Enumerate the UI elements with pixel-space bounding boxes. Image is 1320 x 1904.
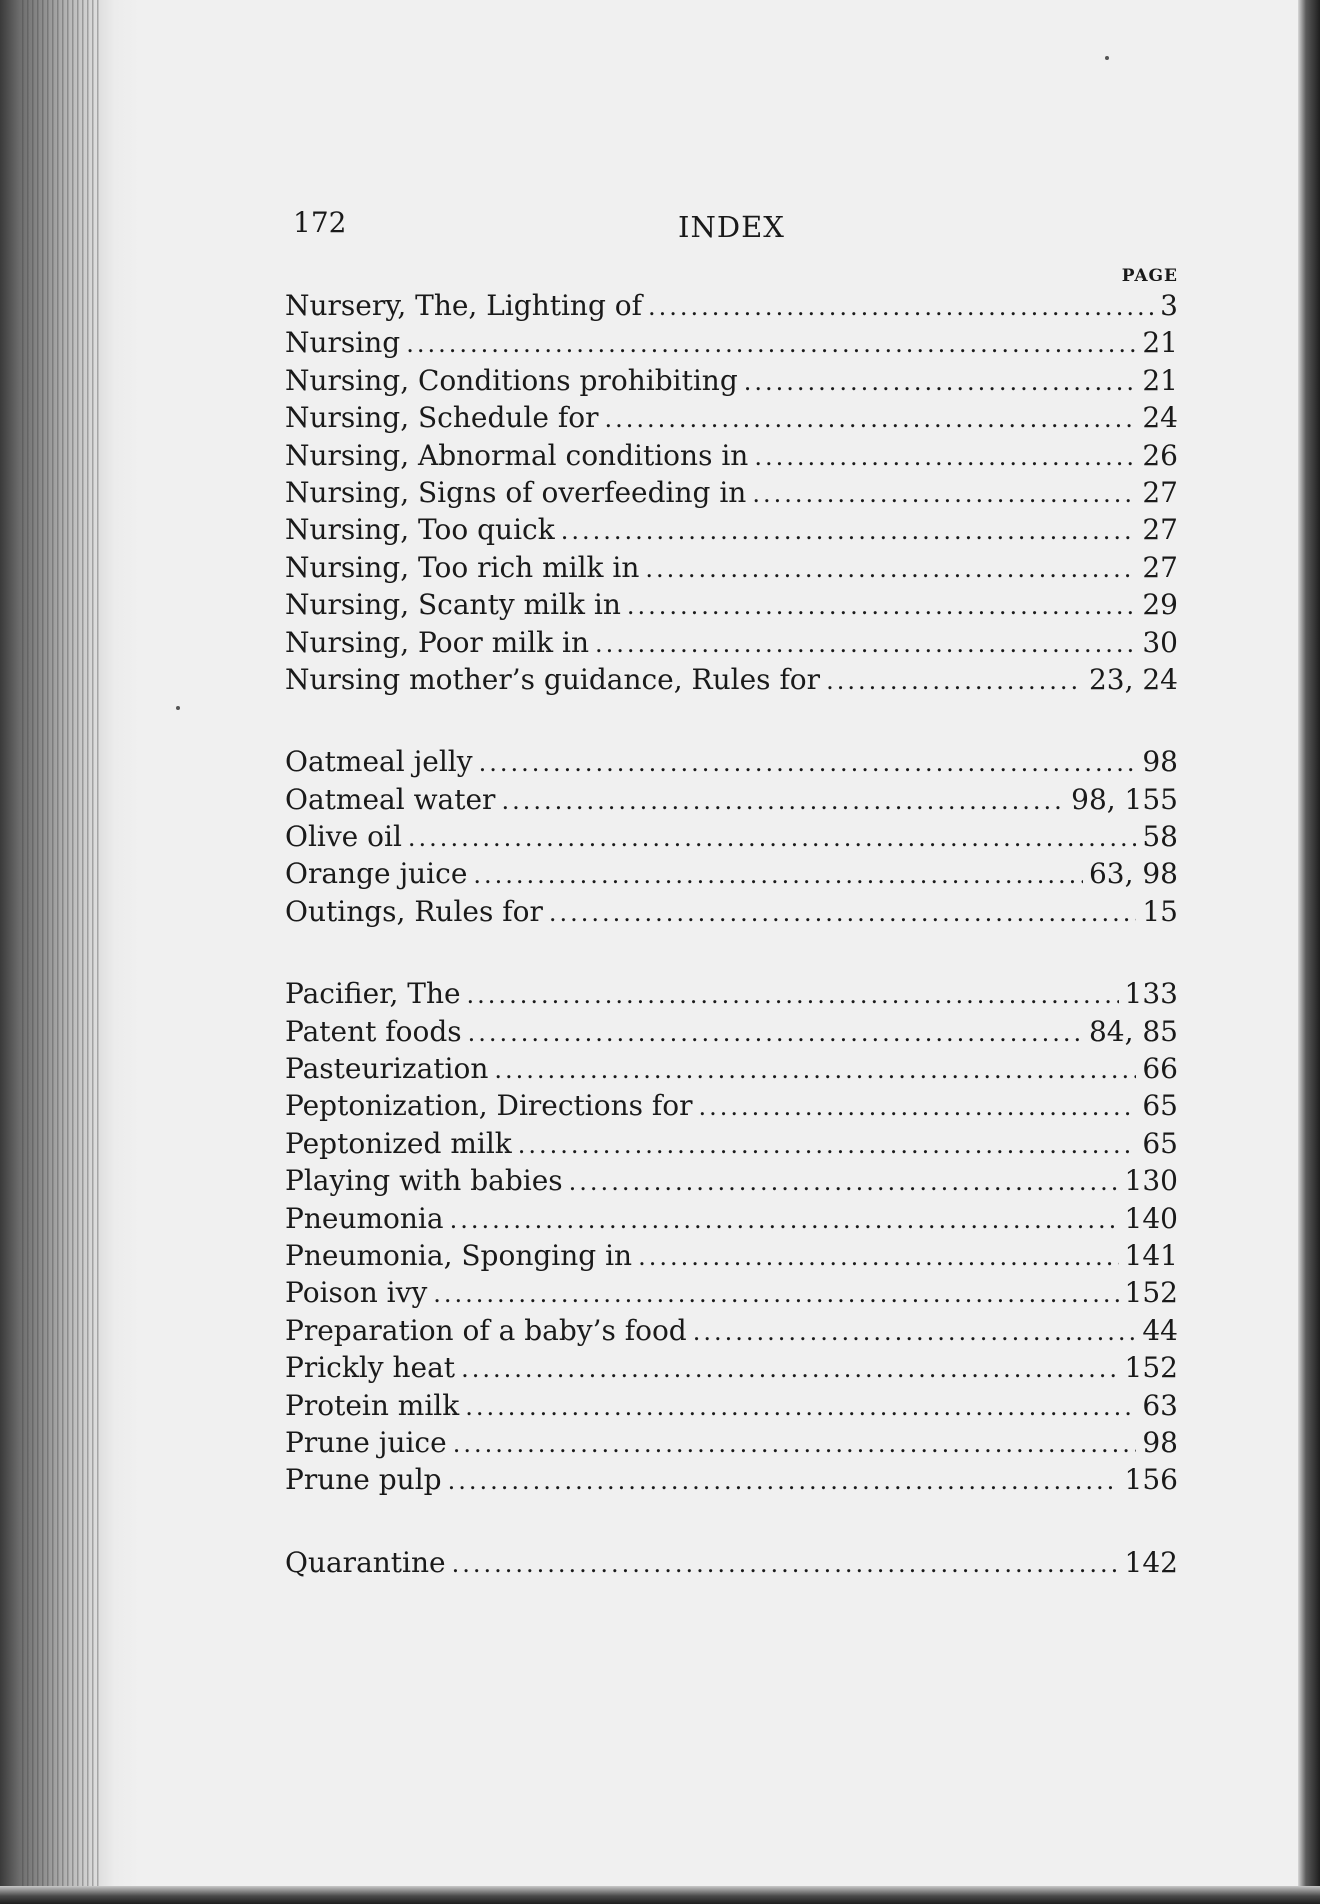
dot-leader <box>467 977 1119 1014</box>
stacked-page-edges <box>22 0 100 1904</box>
index-page-numbers: 63 <box>1142 1388 1178 1422</box>
index-entry <box>285 1013 1178 1050</box>
index-entry <box>285 474 1178 511</box>
index-page-numbers: 27 <box>1142 550 1178 584</box>
dot-leader <box>448 1463 1119 1500</box>
index-entry <box>285 1544 1178 1581</box>
index-term: Nursing mother’s guidance, Rules for <box>285 662 821 696</box>
index-section <box>285 975 1178 1498</box>
index-entry <box>285 511 1178 548</box>
index-section <box>285 1544 1178 1581</box>
index-page-numbers: 27 <box>1142 475 1178 509</box>
index-page-numbers: 156 <box>1124 1463 1178 1497</box>
index-entry <box>285 781 1178 818</box>
index-term: Orange juice <box>285 857 468 891</box>
index-page-numbers: 98, 155 <box>1071 782 1178 816</box>
dot-leader <box>549 895 1137 932</box>
index-term: Oatmeal jelly <box>285 745 473 779</box>
index-sections <box>285 287 1178 1581</box>
index-entry <box>285 975 1178 1012</box>
index-term: Nursing, Abnormal conditions in <box>285 438 749 472</box>
index-entry <box>285 624 1178 661</box>
dot-leader <box>479 745 1137 782</box>
index-term: Nursery, The, Lighting of <box>285 289 643 322</box>
index-entry <box>285 855 1178 892</box>
index-page-numbers: 3 <box>1160 289 1178 322</box>
dot-leader <box>561 513 1137 550</box>
dot-leader <box>450 1202 1119 1239</box>
index-entry <box>285 1200 1178 1237</box>
dot-leader <box>693 1314 1137 1351</box>
bottom-page-shadow <box>0 1886 1320 1904</box>
dot-leader <box>461 1351 1118 1388</box>
dot-leader <box>468 1015 1083 1052</box>
dot-leader <box>595 626 1136 663</box>
index-entry <box>285 743 1178 780</box>
dot-leader <box>408 820 1136 857</box>
dot-leader <box>699 1089 1137 1126</box>
index-entry <box>285 362 1178 399</box>
index-term: Nursing, Poor milk in <box>285 625 590 659</box>
index-page-numbers: 141 <box>1124 1238 1178 1272</box>
index-entry <box>285 1461 1178 1498</box>
index-page-numbers: 58 <box>1142 820 1178 854</box>
index-entry <box>285 549 1178 586</box>
dot-leader <box>569 1164 1119 1201</box>
index-term: Peptonized milk <box>285 1126 512 1160</box>
index-term: Patent foods <box>285 1014 462 1048</box>
index-term: Pasteurization <box>285 1052 489 1086</box>
dot-leader <box>518 1127 1137 1164</box>
index-term: Nursing, Scanty milk in <box>285 588 621 622</box>
index-page-numbers: 98 <box>1142 745 1178 779</box>
dot-leader <box>645 551 1136 588</box>
index-term: Nursing, Signs of overfeeding in <box>285 475 747 509</box>
paper-speck <box>176 706 180 710</box>
index-page-numbers: 21 <box>1142 326 1178 360</box>
index-term: Nursing, Too rich milk in <box>285 550 640 584</box>
dot-leader <box>473 857 1083 894</box>
index-term: Pneumonia <box>285 1201 444 1235</box>
index-term: Nursing, Schedule for <box>285 401 599 435</box>
index-term: Playing with babies <box>285 1164 563 1198</box>
index-page-numbers: 133 <box>1124 977 1178 1011</box>
paper-speck <box>1105 56 1109 60</box>
index-term: Peptonization, Directions for <box>285 1089 693 1123</box>
index-entry <box>285 1274 1178 1311</box>
index-page-numbers: 130 <box>1124 1164 1178 1198</box>
index-term: Outings, Rules for <box>285 894 543 928</box>
index-term: Nursing, Too quick <box>285 513 555 547</box>
dot-leader <box>494 1052 1136 1089</box>
index-page-numbers: 15 <box>1142 894 1178 928</box>
dot-leader <box>754 439 1136 476</box>
index-section <box>285 743 1178 930</box>
index-page-numbers: 26 <box>1142 438 1178 472</box>
dot-leader <box>826 663 1083 700</box>
index-term: Nursing, Conditions prohibiting <box>285 363 738 397</box>
index-term: Quarantine <box>285 1545 446 1579</box>
index-entry <box>285 1087 1178 1124</box>
index-term: Nursing <box>285 326 401 360</box>
index-entry <box>285 399 1178 436</box>
index-page-numbers: 21 <box>1142 363 1178 397</box>
dot-leader <box>406 326 1136 363</box>
index-text-block <box>285 200 1178 1581</box>
index-entry <box>285 1125 1178 1162</box>
dot-leader <box>648 289 1154 326</box>
index-entry <box>285 324 1178 361</box>
dot-leader <box>604 401 1136 438</box>
index-page-numbers: 152 <box>1124 1351 1178 1385</box>
index-entry <box>285 1050 1178 1087</box>
index-page-numbers: 65 <box>1142 1126 1178 1160</box>
index-term: Protein milk <box>285 1388 460 1422</box>
index-term: Poison ivy <box>285 1276 428 1310</box>
page-column-label: PAGE <box>1121 266 1178 286</box>
index-entry <box>285 437 1178 474</box>
index-term: Oatmeal water <box>285 782 496 816</box>
index-entry <box>285 1349 1178 1386</box>
index-section <box>285 287 1178 698</box>
index-term: Prune pulp <box>285 1463 442 1497</box>
index-page-numbers: 23, 24 <box>1088 662 1178 696</box>
page-number: 172 <box>293 206 347 239</box>
index-page-numbers: 140 <box>1124 1201 1178 1235</box>
running-head: INDEX <box>678 210 785 244</box>
right-page-shadow <box>1298 0 1320 1904</box>
index-page-numbers: 44 <box>1142 1313 1178 1347</box>
index-term: Pneumonia, Sponging in <box>285 1238 633 1272</box>
index-page-numbers: 27 <box>1142 513 1178 547</box>
index-entry <box>285 893 1178 930</box>
index-term: Pacifier, The <box>285 977 461 1011</box>
dot-leader <box>752 476 1136 513</box>
index-page-numbers: 30 <box>1142 625 1178 659</box>
dot-leader <box>433 1276 1118 1313</box>
index-entry <box>285 1424 1178 1461</box>
index-page-numbers: 63, 98 <box>1088 857 1178 891</box>
index-entry <box>285 287 1178 324</box>
index-page-numbers: 65 <box>1142 1089 1178 1123</box>
index-page-numbers: 29 <box>1142 588 1178 622</box>
index-term: Prickly heat <box>285 1351 456 1385</box>
index-entry <box>285 1387 1178 1424</box>
dot-leader <box>744 364 1137 401</box>
dot-leader <box>453 1426 1137 1463</box>
index-page-numbers: 152 <box>1124 1276 1178 1310</box>
dot-leader <box>452 1546 1119 1583</box>
index-page-numbers: 84, 85 <box>1088 1014 1178 1048</box>
dot-leader <box>638 1239 1118 1276</box>
index-entry <box>285 1312 1178 1349</box>
index-page-numbers: 24 <box>1142 401 1178 435</box>
dot-leader <box>465 1389 1136 1426</box>
index-entry <box>285 818 1178 855</box>
index-entry <box>285 1237 1178 1274</box>
index-term: Preparation of a baby’s food <box>285 1313 687 1347</box>
index-page-numbers: 98 <box>1142 1425 1178 1459</box>
page-header <box>285 200 1178 250</box>
index-page-numbers: 66 <box>1142 1052 1178 1086</box>
index-term: Olive oil <box>285 820 402 854</box>
index-entry <box>285 586 1178 623</box>
index-entry <box>285 661 1178 698</box>
dot-leader <box>627 588 1136 625</box>
dot-leader <box>501 783 1065 820</box>
index-page-numbers: 142 <box>1124 1545 1178 1579</box>
index-entry <box>285 1162 1178 1199</box>
index-term: Prune juice <box>285 1425 447 1459</box>
